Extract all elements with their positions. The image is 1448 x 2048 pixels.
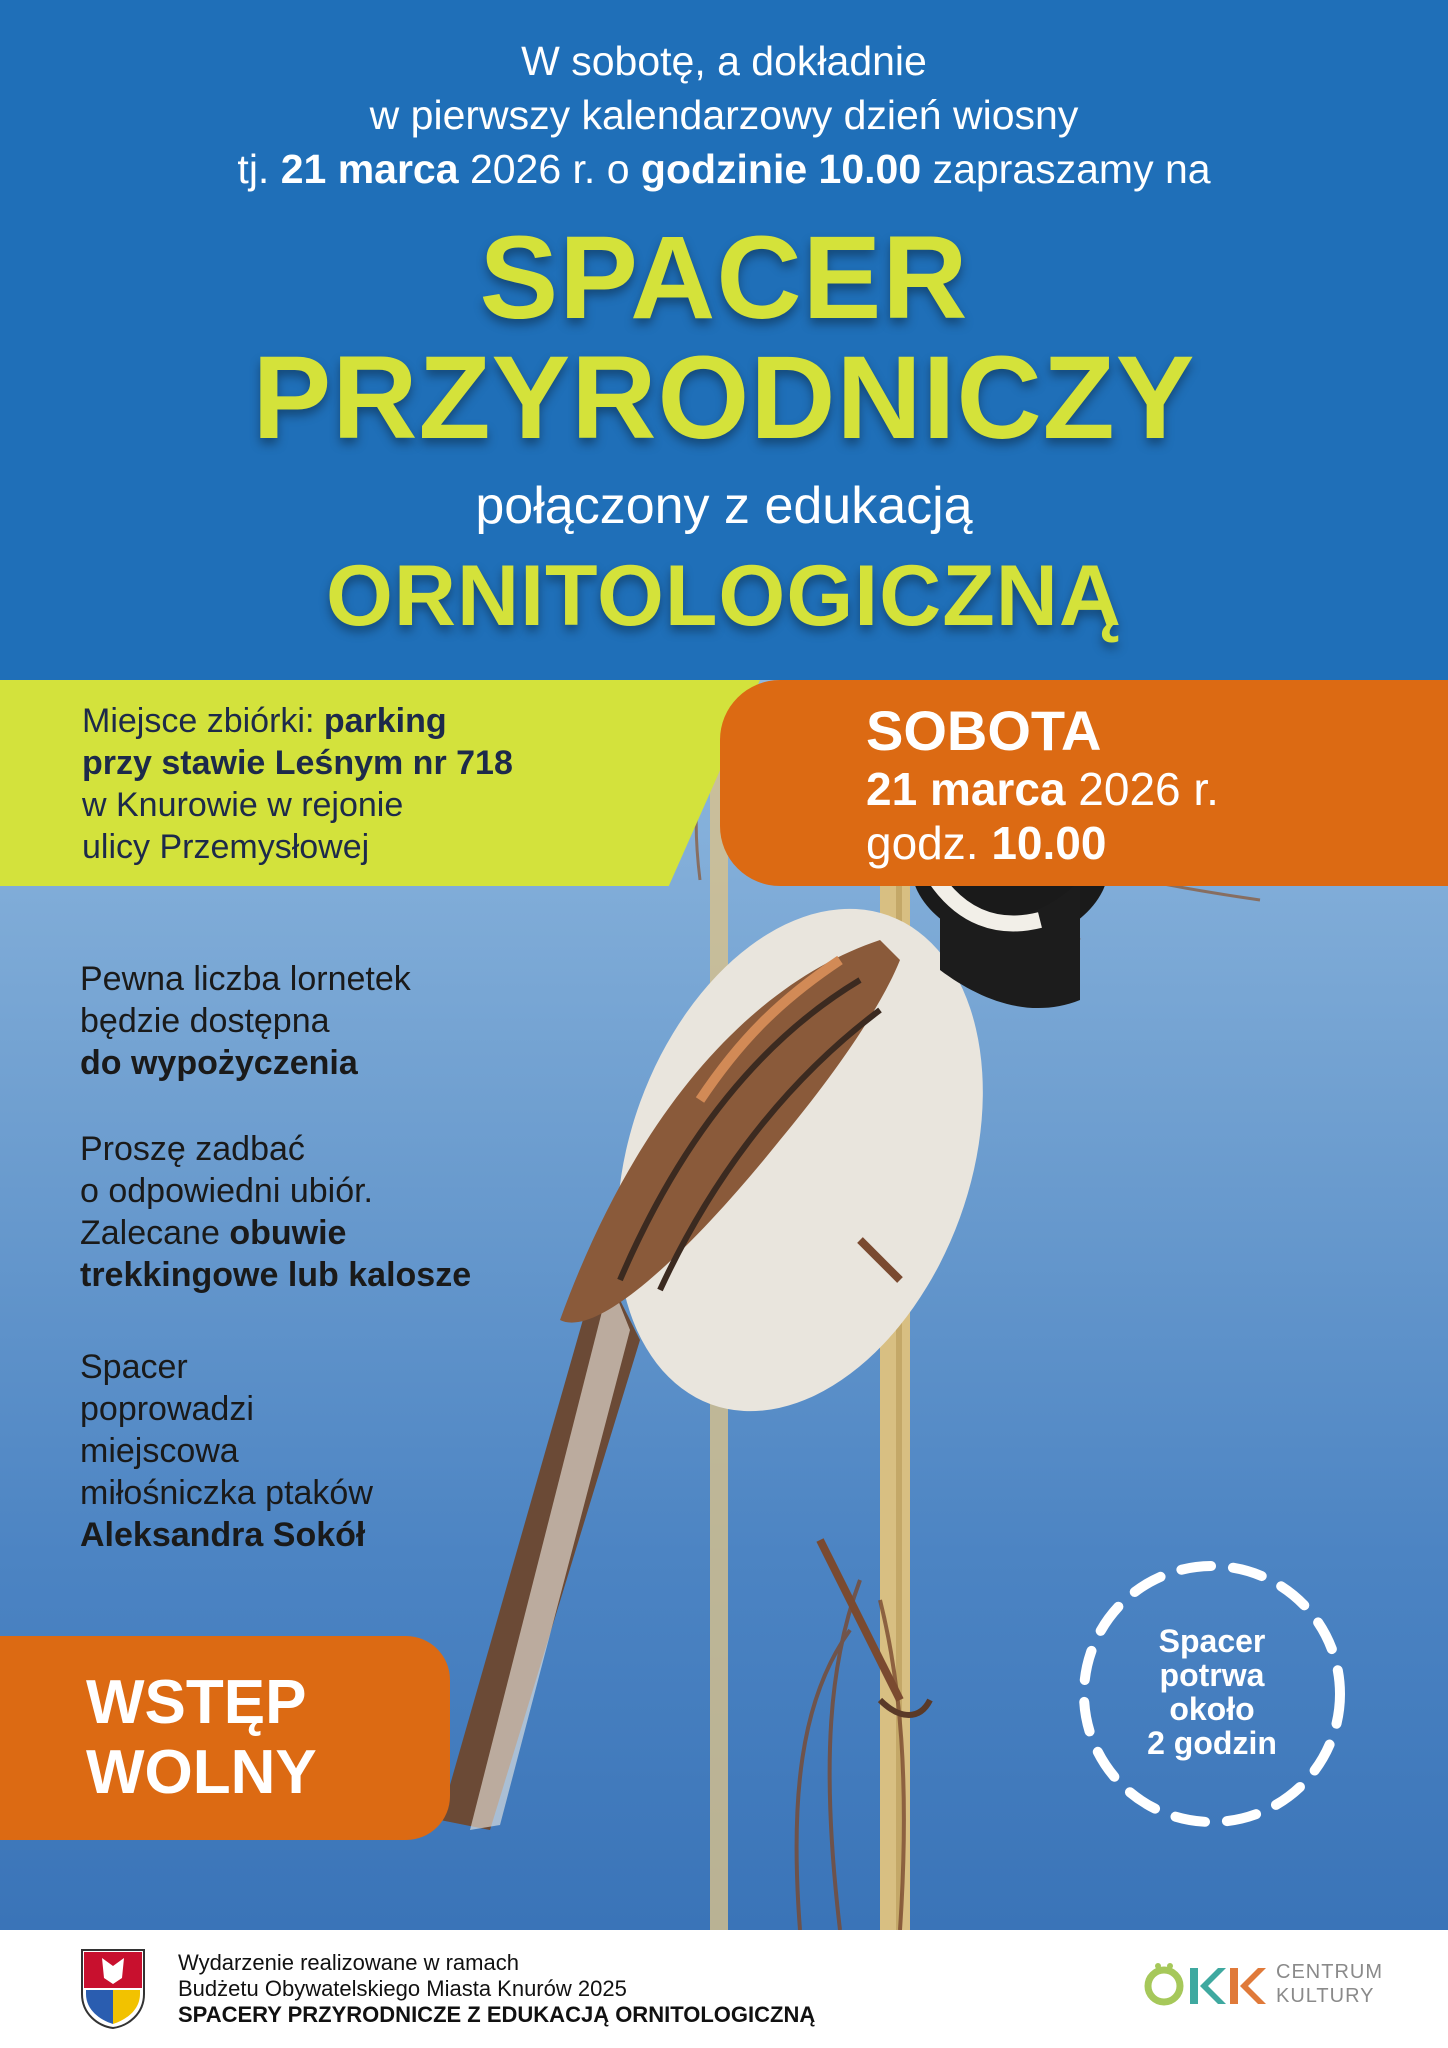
duration-line-1: Spacer: [1158, 1623, 1266, 1659]
okk-label-line-1: CENTRUM: [1276, 1961, 1383, 1983]
time-label: godz.: [866, 817, 992, 869]
duration-text: [1072, 1624, 1352, 1760]
binoculars-bold: [80, 1042, 600, 1084]
intro-line-3-c: zapraszamy na: [921, 146, 1211, 192]
guide-line-2: poprowadzi: [80, 1390, 254, 1428]
footer-line-3: [178, 2002, 815, 2028]
meeting-line-1: [82, 700, 722, 742]
clothing-line-1: Proszę zadbać: [80, 1130, 305, 1168]
guide-info: [80, 1346, 600, 1556]
date-bold: 21 marca: [866, 763, 1066, 815]
intro-line-1: W sobotę, a dokładnie: [521, 38, 927, 84]
title-line-2: PRZYRODNICZY: [252, 332, 1196, 464]
binoculars-bold-text: do wypożyczenia: [80, 1044, 358, 1082]
subtitle: połączony z edukacją: [475, 477, 973, 535]
time-value: 10.00: [991, 817, 1107, 869]
clothing-line-3: [80, 1212, 600, 1254]
meeting-place-bold-2: przy stawie Leśnym nr 718: [82, 744, 513, 782]
binoculars-line-2: będzie dostępna: [80, 1002, 330, 1040]
clothing-line-3-a: Zalecane: [80, 1214, 230, 1252]
meeting-place-bold-1: parking: [323, 702, 447, 740]
guide-line-3: miejscowa: [80, 1432, 239, 1470]
guide-name: [80, 1514, 600, 1556]
binoculars-line-1: Pewna liczba lornetek: [80, 960, 411, 998]
intro-line-2: w pierwszy kalendarzowy dzień wiosny: [369, 92, 1079, 138]
binoculars-info: [80, 958, 600, 1084]
free-entry-line-2: WOLNY: [86, 1738, 317, 1807]
clothing-line-3-bold: obuwie: [229, 1214, 347, 1252]
footer-line-3-text: SPACERY PRZYRODNICZE Z EDUKACJĄ ORNITOLOGICZNĄ: [178, 2002, 816, 2027]
intro-text: [0, 34, 1448, 196]
footer-line-2: Budżetu Obywatelskiego Miasta Knurów 2025: [178, 1976, 627, 2001]
clothing-line-4-bold: trekkingowe lub kalosze: [80, 1256, 472, 1294]
intro-time: godzinie 10.00: [640, 146, 922, 192]
intro-line-3: [0, 142, 1448, 196]
date-box: [866, 700, 1426, 870]
guide-name-text: Aleksandra Sokół: [80, 1516, 366, 1554]
title-line-1: SPACER: [479, 212, 969, 344]
meeting-line-3: w Knurowie w rejonie: [82, 786, 404, 824]
okk-label-line-2: KULTURY: [1276, 1985, 1375, 2007]
intro-line-3-b: 2026 r. o: [458, 146, 641, 192]
title-line-3: ORNITOLOGICZNĄ: [326, 548, 1122, 644]
meeting-place: [82, 700, 722, 868]
duration-line-4: 2 godzin: [1147, 1725, 1277, 1761]
footer-text: [178, 1950, 815, 2028]
intro-line-3-a: tj.: [237, 146, 281, 192]
clothing-info: [80, 1128, 600, 1296]
meeting-line-4: ulicy Przemysłowej: [82, 828, 370, 866]
header-banner: [0, 0, 1448, 680]
date-day: SOBOTA: [866, 699, 1102, 762]
duration-line-3: około: [1169, 1691, 1255, 1727]
guide-line-1: Spacer: [80, 1348, 188, 1386]
meeting-label: Miejsce zbiórki:: [82, 702, 324, 740]
meeting-line-2: [82, 742, 722, 784]
intro-date: 21 marca: [280, 146, 459, 192]
free-entry-line-1: WSTĘP: [86, 1668, 307, 1737]
footer-line-1: Wydarzenie realizowane w ramach: [178, 1950, 519, 1975]
clothing-line-4: [80, 1254, 600, 1296]
okk-logo-label: [1276, 1960, 1383, 2008]
free-entry-text: [86, 1668, 446, 1808]
okk-logo-icon: [1142, 1960, 1270, 2010]
knurow-coat-of-arms-icon: [80, 1948, 146, 2030]
date-rest: 2026 r.: [1065, 763, 1219, 815]
guide-line-4: miłośniczka ptaków: [80, 1474, 373, 1512]
clothing-line-2: o odpowiedni ubiór.: [80, 1172, 374, 1210]
time-line: [866, 816, 1426, 870]
date-line: [866, 762, 1426, 816]
duration-line-2: potrwa: [1159, 1657, 1265, 1693]
